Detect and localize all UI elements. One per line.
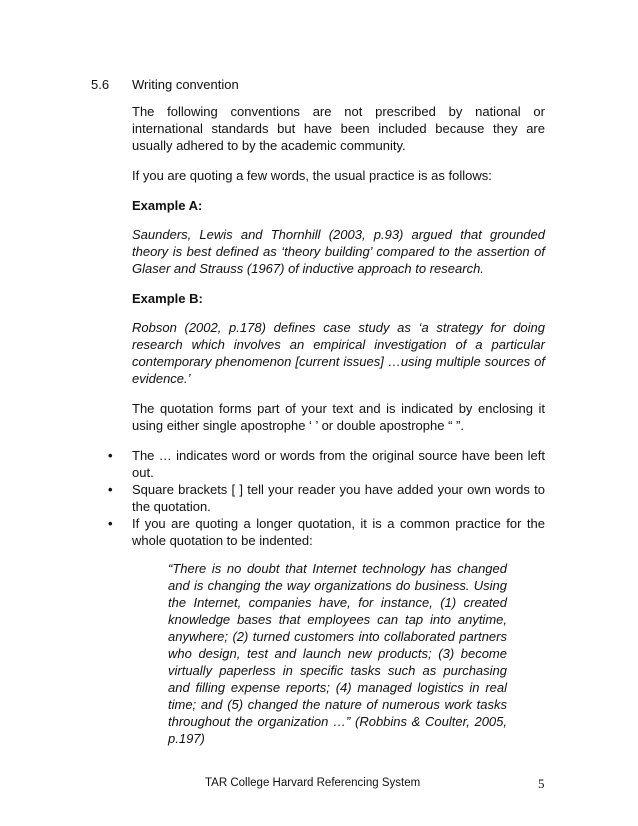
list-item [108,515,545,549]
example-b-text: Robson (2002, p.178) defines case study as ‘a strategy for doing research which involves an empirical investigation of a particular contemporary phenomenon [current issues] …using multiple sources of evidence.’ [132,320,545,386]
page-number: 5 [538,776,545,791]
footer-title: TAR College Harvard Referencing System [205,777,421,789]
bullet-icon: • [108,482,113,497]
section-title: Writing convention [132,77,239,92]
quoting-few-paragraph: If you are quoting a few words, the usual practice is as follows: [132,168,492,183]
list-item [108,447,545,481]
bullet-text: If you are quoting a longer quotation, it is a common practice for the whole quotation to be indented: [132,516,545,548]
page-footer [0,775,638,793]
intro-paragraph: The following conventions are not prescribed by national or international standards but have been included because they are usually adhered to by the academic community. [132,104,545,153]
bullet-text: The … indicates word or words from the original source have been left out. [132,448,545,480]
example-a-text: Saunders, Lewis and Thornhill (2003, p.93) argued that grounded theory is best defined as ‘theory building’ compared to the assertion of Glaser and Strauss (1967) of inductive approach to research. [132,227,545,276]
section-number: 5.6 [91,77,110,92]
example-b-heading: Example B: [132,291,203,306]
bullet-icon: • [108,516,113,531]
bullet-text: Square brackets [ ] tell your reader you have added your own words to the quotation. [132,482,545,514]
example-a-heading: Example A: [132,198,203,213]
section-body [108,103,545,747]
quotation-note: The quotation forms part of your text and is indicated by enclosing it using either single apostrophe ‘ ’ or double apostrophe “ ”. [132,401,545,433]
bullet-list [108,447,545,549]
indented-block-quote: “There is no doubt that Internet technology has changed and is changing the way organizations do business. Using the Internet, companies have, for instance, (1) created knowledge bases that employees can tap into anytime, anywhere; (2) turned customers into collaborated partners who design, test and launch new products; (3) become virtually paperless in specific tasks such as purchasing and filling expense reports; (4) managed logistics in real time; and (5) changed the nature of numerous work tasks throughout the organization …” (Robbins & Coulter, 2005, p.197) [168,561,507,746]
bullet-icon: • [108,448,113,463]
list-item [108,481,545,515]
section-heading [91,76,239,93]
